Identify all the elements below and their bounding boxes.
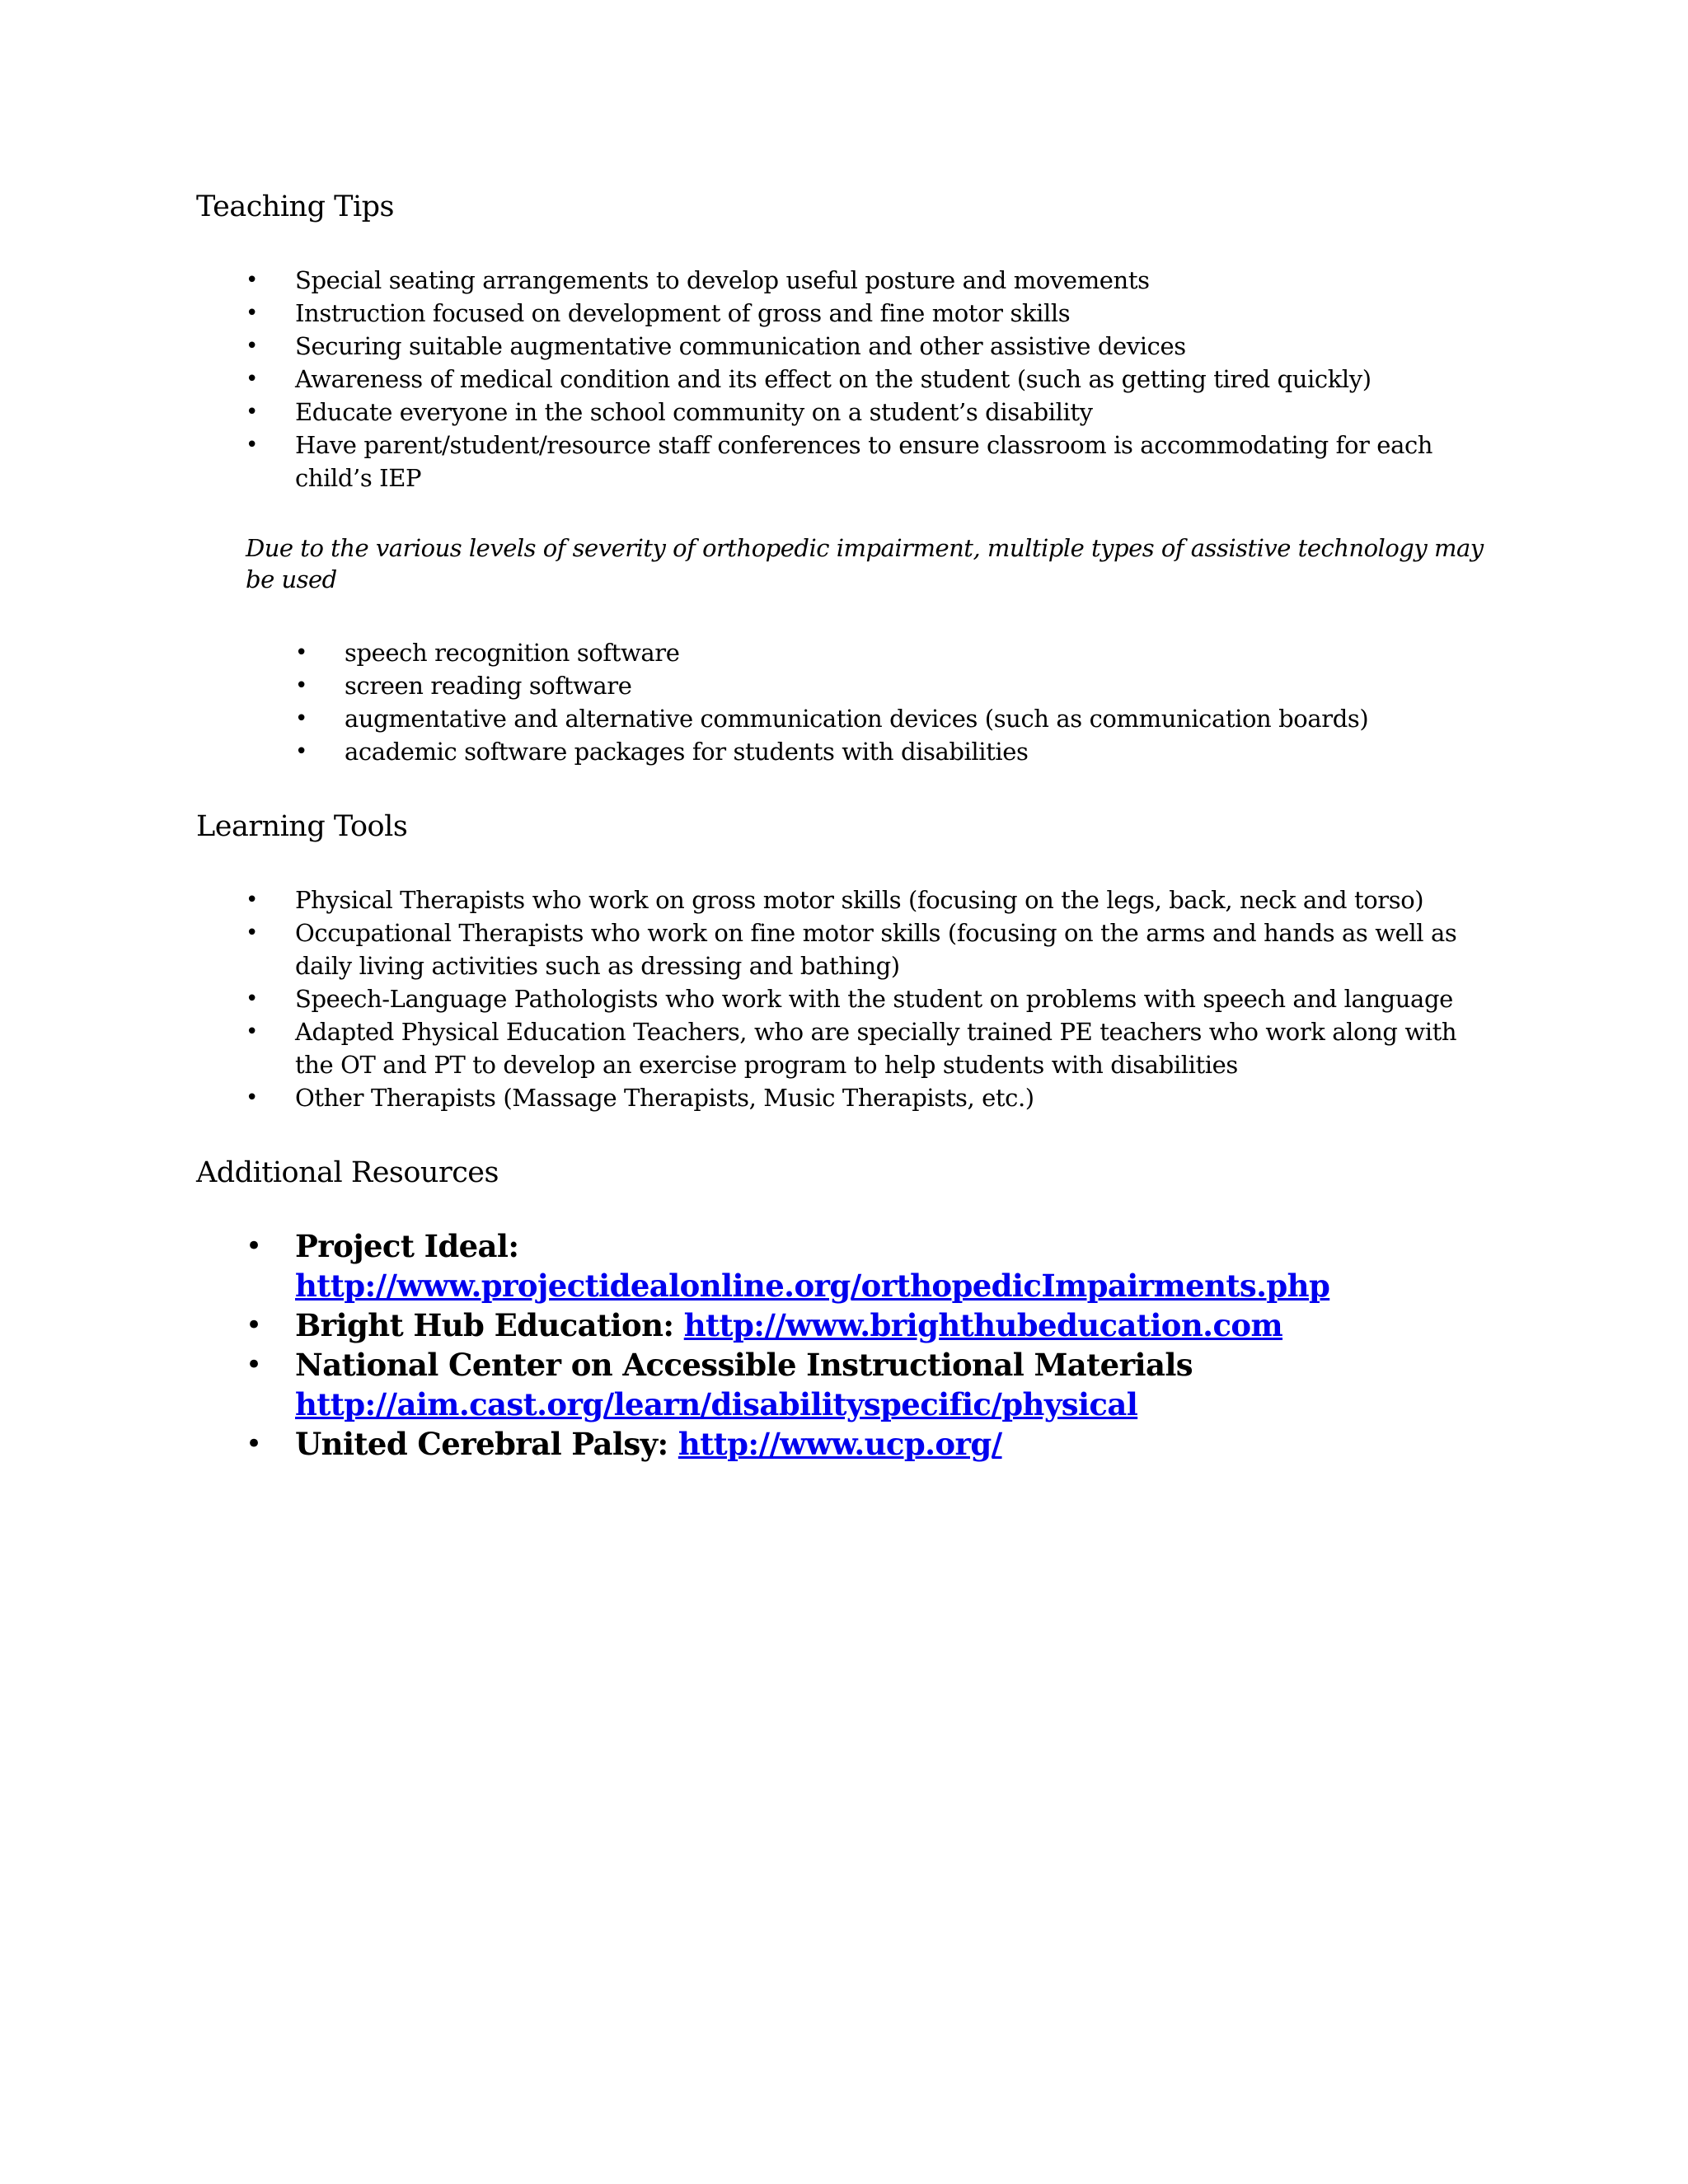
- teaching-tips-list: [196, 264, 1498, 494]
- list-item-text: Physical Therapists who work on gross motor skills (focusing on the legs, back, neck and torso): [295, 886, 1424, 914]
- aim-cast-link[interactable]: http://aim.cast.org/learn/disabilityspecific/physical: [295, 1386, 1138, 1422]
- teaching-tips-heading: Teaching Tips: [196, 190, 395, 223]
- bullet-icon: •: [246, 1427, 262, 1460]
- list-item-text: Other Therapists (Massage Therapists, Music Therapists, etc.): [295, 1084, 1034, 1112]
- list-item-text: speech recognition software: [345, 639, 680, 667]
- list-item-text: Educate everyone in the school community on a student’s disability: [295, 398, 1093, 426]
- list-item: [196, 297, 1498, 330]
- bullet-icon: •: [246, 400, 258, 424]
- document-page: [196, 190, 1498, 1464]
- bullet-icon: •: [246, 1309, 262, 1342]
- list-item: [196, 429, 1498, 494]
- list-item-text: Occupational Therapists who work on fine motor skills (focusing on the arms and hands as well as daily living activities such as dressing and bathing): [295, 919, 1457, 980]
- additional-resources-list: [196, 1226, 1498, 1464]
- list-item: [196, 1424, 1498, 1464]
- list-item-text: Securing suitable augmentative communication and other assistive devices: [295, 332, 1186, 360]
- list-item: [196, 396, 1498, 429]
- resource-label: United Cerebral Palsy:: [295, 1426, 678, 1462]
- list-item: [196, 1226, 1498, 1305]
- bullet-icon: •: [246, 987, 258, 1011]
- list-item: [196, 1015, 1498, 1081]
- resource-label: Project Ideal:: [295, 1228, 519, 1264]
- bullet-icon: •: [246, 1019, 258, 1044]
- list-item: [196, 669, 1498, 702]
- list-item: [196, 1305, 1498, 1345]
- resource-label: Bright Hub Education:: [295, 1307, 684, 1343]
- list-item-text: Instruction focused on development of gross and fine motor skills: [295, 299, 1071, 327]
- list-item: [196, 735, 1498, 768]
- list-item: [196, 264, 1498, 297]
- assistive-technology-note: Due to the various levels of severity of orthopedic impairment, multiple types of assistive technology may be used: [246, 534, 1484, 593]
- bullet-icon: •: [295, 739, 307, 764]
- bullet-icon: •: [295, 640, 307, 665]
- project-ideal-link[interactable]: http://www.projectidealonline.org/orthopedicImpairments.php: [295, 1268, 1330, 1304]
- list-item: [196, 982, 1498, 1015]
- list-item-text: Speech-Language Pathologists who work with the student on problems with speech and language: [295, 985, 1453, 1013]
- bright-hub-education-link[interactable]: http://www.brighthubeducation.com: [683, 1307, 1283, 1343]
- bullet-icon: •: [246, 367, 258, 391]
- list-item-text: augmentative and alternative communication devices (such as communication boards): [345, 705, 1369, 733]
- bullet-icon: •: [246, 1230, 262, 1263]
- bullet-icon: •: [295, 673, 307, 698]
- list-item-text: Adapted Physical Education Teachers, who are specially trained PE teachers who work along with the OT and PT to develop an exercise program to help students with disabilities: [295, 1018, 1457, 1079]
- bullet-icon: •: [246, 1348, 262, 1381]
- learning-tools-list: [196, 883, 1498, 1114]
- list-item: [196, 702, 1498, 735]
- bullet-icon: •: [246, 1085, 258, 1110]
- assistive-technology-list: [196, 636, 1498, 768]
- bullet-icon: •: [246, 334, 258, 359]
- list-item: [196, 363, 1498, 396]
- bullet-icon: •: [246, 268, 258, 293]
- resource-label: National Center on Accessible Instructional Materials: [295, 1347, 1193, 1383]
- list-item: [196, 1081, 1498, 1114]
- list-item-text: Special seating arrangements to develop useful posture and movements: [295, 266, 1150, 294]
- list-item-text: Awareness of medical condition and its effect on the student (such as getting tired quickly): [295, 365, 1372, 393]
- list-item-text: academic software packages for students with disabilities: [345, 738, 1029, 766]
- list-item: [196, 636, 1498, 669]
- bullet-icon: •: [246, 433, 258, 457]
- bullet-icon: •: [246, 921, 258, 945]
- united-cerebral-palsy-link[interactable]: http://www.ucp.org/: [678, 1426, 1002, 1462]
- learning-tools-heading: Learning Tools: [196, 810, 408, 843]
- bullet-icon: •: [246, 888, 258, 912]
- list-item: [196, 1345, 1498, 1424]
- list-item: [196, 330, 1498, 363]
- bullet-icon: •: [246, 301, 258, 326]
- list-item-text: screen reading software: [345, 672, 632, 700]
- bullet-icon: •: [295, 706, 307, 731]
- list-item-text: Have parent/student/resource staff conferences to ensure classroom is accommodating for each child’s IEP: [295, 431, 1433, 492]
- additional-resources-heading: Additional Resources: [196, 1156, 499, 1189]
- list-item: [196, 883, 1498, 916]
- list-item: [196, 916, 1498, 982]
